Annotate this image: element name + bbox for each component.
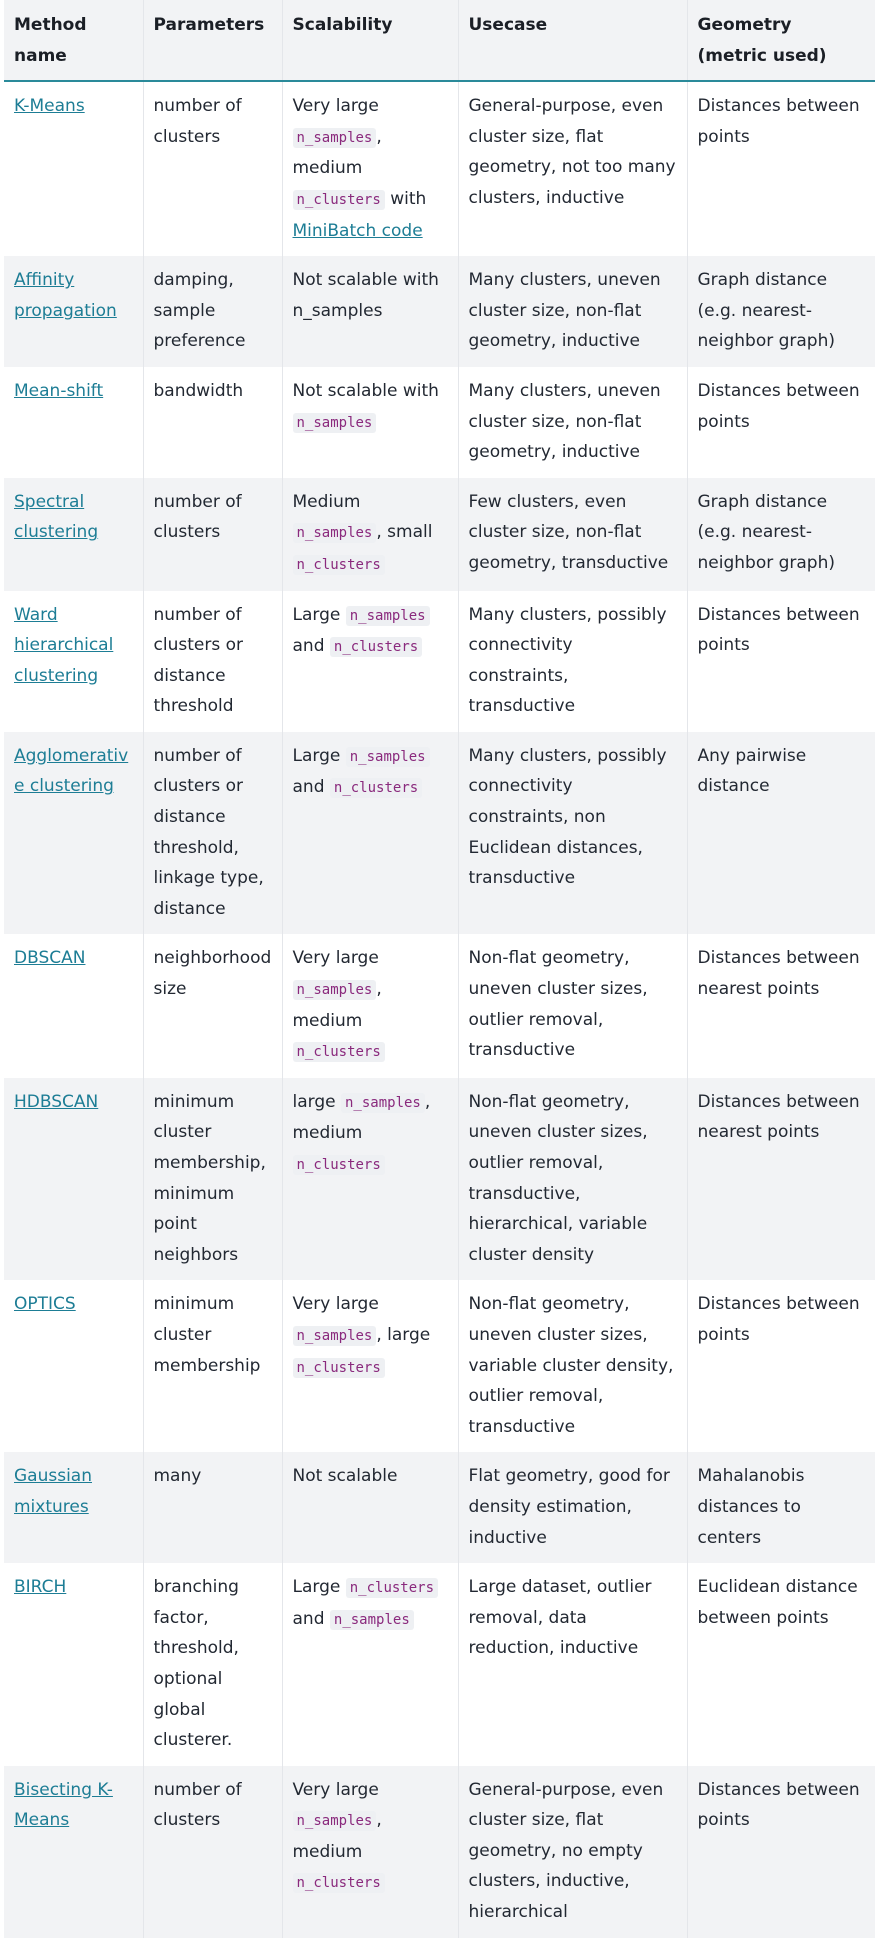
inline-code: n_samples (293, 980, 377, 1000)
minibatch-code-link[interactable]: MiniBatch code (292, 220, 423, 241)
cell-usecase: Large dataset, outlier removal, data reduction, inductive (458, 1563, 687, 1766)
scalability-text: , medium (292, 979, 382, 1031)
cell-usecase: Non-flat geometry, uneven cluster sizes, outlier removal, transductive, hierarchical, variable cluster density (458, 1078, 687, 1281)
cell-parameters: number of clusters (143, 478, 282, 591)
cell-scalability (282, 478, 458, 591)
cell-method-name (4, 256, 143, 367)
scalability-text: , medium (292, 126, 382, 179)
table-header (4, 0, 875, 81)
table-row (4, 1280, 875, 1452)
header-parameters: Parameters (143, 0, 282, 81)
scalability-text: and (292, 636, 330, 657)
table-row (4, 256, 875, 367)
cell-method-name (4, 1078, 143, 1281)
table-row (4, 934, 875, 1077)
inline-code: n_samples (293, 413, 377, 433)
clustering-methods-table (4, 0, 875, 1938)
table-body (4, 81, 875, 1937)
inline-code: n_samples (341, 1093, 425, 1113)
table-row (4, 732, 875, 935)
cell-geometry: Any pairwise distance (687, 732, 875, 935)
cell-geometry: Distances between points (687, 81, 875, 256)
cell-geometry: Distances between points (687, 1766, 875, 1938)
scalability-text: Large (292, 1577, 346, 1598)
inline-code: n_clusters (293, 190, 385, 210)
cell-method-name (4, 1563, 143, 1766)
scalability-text: with (384, 188, 427, 209)
cell-usecase: Many clusters, uneven cluster size, non-flat geometry, inductive (458, 256, 687, 367)
cell-method-name (4, 367, 143, 478)
cell-method-name (4, 81, 143, 256)
cell-parameters: number of clusters (143, 81, 282, 256)
method-link[interactable]: BIRCH (14, 1577, 67, 1598)
method-link[interactable]: Ward hierarchical clustering (14, 604, 114, 686)
cell-geometry: Mahalanobis distances to centers (687, 1452, 875, 1563)
header-usecase: Usecase (458, 0, 687, 81)
cell-scalability (282, 934, 458, 1077)
table-row (4, 1078, 875, 1281)
inline-code: n_samples (346, 747, 430, 767)
inline-code: n_clusters (293, 1155, 385, 1175)
cell-usecase: Non-flat geometry, uneven cluster sizes, outlier removal, transductive (458, 934, 687, 1077)
cell-parameters: number of clusters or distance threshold, linkage type, distance (143, 732, 282, 935)
cell-scalability (282, 1078, 458, 1281)
scalability-text: Not scalable with (292, 380, 439, 401)
cell-usecase: Non-flat geometry, uneven cluster sizes, variable cluster density, outlier removal, transductive (458, 1280, 687, 1452)
inline-code: n_clusters (330, 637, 422, 657)
scalability-text: , medium (292, 1091, 431, 1144)
scalability-text: , small (376, 522, 433, 543)
inline-code: n_clusters (293, 1042, 385, 1062)
scalability-text: Not scalable (292, 1466, 398, 1487)
scalability-text: Very large (292, 948, 379, 969)
scalability-text: , large (376, 1324, 431, 1345)
method-link[interactable]: Spectral clustering (14, 491, 99, 543)
inline-code: n_samples (346, 606, 430, 626)
method-link[interactable]: Affinity propagation (14, 270, 117, 321)
method-link[interactable]: K-Means (14, 96, 85, 117)
cell-geometry: Distances between nearest points (687, 934, 875, 1077)
inline-code: n_samples (293, 1326, 377, 1346)
method-link[interactable]: Mean-shift (14, 380, 104, 401)
table-row (4, 1452, 875, 1563)
inline-code: n_samples (293, 1811, 377, 1831)
cell-parameters: neighborhood size (143, 934, 282, 1077)
cell-usecase: Many clusters, possibly connectivity constraints, transductive (458, 591, 687, 732)
cell-method-name (4, 1766, 143, 1938)
inline-code: n_samples (330, 1610, 414, 1630)
table-row (4, 478, 875, 591)
scalability-text: Very large (292, 1779, 379, 1800)
cell-scalability (282, 591, 458, 732)
cell-parameters: branching factor, threshold, optional global clusterer. (143, 1563, 282, 1766)
cell-geometry: Distances between points (687, 367, 875, 478)
inline-code: n_clusters (293, 1873, 385, 1893)
inline-code: n_samples (293, 523, 377, 543)
scalability-text: large (292, 1091, 341, 1112)
cell-scalability (282, 367, 458, 478)
cell-scalability (282, 1452, 458, 1563)
header-method-name: Method name (4, 0, 143, 81)
cell-scalability (282, 732, 458, 935)
inline-code: n_clusters (330, 778, 422, 798)
cell-scalability (282, 81, 458, 256)
inline-code: n_samples (293, 128, 377, 148)
cell-scalability (282, 1766, 458, 1938)
cell-method-name (4, 1452, 143, 1563)
cell-usecase: Flat geometry, good for density estimation, inductive (458, 1452, 687, 1563)
scalability-text: and (292, 777, 330, 798)
table-row (4, 81, 875, 256)
inline-code: n_clusters (293, 555, 385, 575)
cell-geometry: Distances between points (687, 591, 875, 732)
cell-method-name (4, 934, 143, 1077)
scalability-text: Very large (292, 1294, 379, 1315)
header-geometry: Geometry (metric used) (687, 0, 875, 81)
method-link[interactable]: DBSCAN (14, 948, 86, 969)
scalability-text: , medium (292, 1810, 382, 1862)
cell-geometry: Distances between points (687, 1280, 875, 1452)
scalability-text: Very large (292, 96, 379, 117)
cell-geometry: Distances between nearest points (687, 1078, 875, 1281)
table-row (4, 1563, 875, 1766)
cell-geometry: Graph distance (e.g. nearest-neighbor graph) (687, 256, 875, 367)
cell-method-name (4, 478, 143, 591)
cell-method-name (4, 591, 143, 732)
header-row (4, 0, 875, 81)
scalability-text: and (292, 1608, 330, 1629)
scalability-text: Medium (292, 491, 361, 512)
method-link[interactable]: Gaussian mixtures (14, 1466, 92, 1517)
method-link[interactable]: OPTICS (14, 1294, 76, 1315)
cell-usecase: Many clusters, possibly connectivity constraints, non Euclidean distances, transductive (458, 732, 687, 935)
cell-parameters: number of clusters or distance threshold (143, 591, 282, 732)
cell-parameters: number of clusters (143, 1766, 282, 1938)
method-link[interactable]: Agglomerative clustering (14, 745, 129, 797)
cell-geometry: Euclidean distance between points (687, 1563, 875, 1766)
header-scalability: Scalability (282, 0, 458, 81)
method-link[interactable]: Bisecting K-Means (14, 1779, 113, 1831)
table-row (4, 591, 875, 732)
cell-scalability (282, 256, 458, 367)
cell-geometry: Graph distance (e.g. nearest-neighbor graph) (687, 478, 875, 591)
cell-method-name (4, 1280, 143, 1452)
table-row (4, 367, 875, 478)
cell-usecase: Many clusters, uneven cluster size, non-flat geometry, inductive (458, 367, 687, 478)
inline-code: n_clusters (346, 1578, 438, 1598)
cell-method-name (4, 732, 143, 935)
cell-scalability (282, 1563, 458, 1766)
cell-parameters: bandwidth (143, 367, 282, 478)
table-row (4, 1766, 875, 1938)
cell-parameters: damping, sample preference (143, 256, 282, 367)
cell-scalability (282, 1280, 458, 1452)
scalability-text: Not scalable with n_samples (292, 270, 439, 321)
method-link[interactable]: HDBSCAN (14, 1091, 99, 1112)
inline-code: n_clusters (293, 1358, 385, 1378)
cell-parameters: minimum cluster membership (143, 1280, 282, 1452)
cell-usecase: General-purpose, even cluster size, flat geometry, no empty clusters, inductive, hierarchical (458, 1766, 687, 1938)
scalability-text: Large (292, 604, 346, 625)
scalability-text: Large (292, 745, 346, 766)
cell-usecase: Few clusters, even cluster size, non-flat geometry, transductive (458, 478, 687, 591)
cell-parameters: minimum cluster membership, minimum point neighbors (143, 1078, 282, 1281)
cell-parameters: many (143, 1452, 282, 1563)
cell-usecase: General-purpose, even cluster size, flat geometry, not too many clusters, inductive (458, 81, 687, 256)
